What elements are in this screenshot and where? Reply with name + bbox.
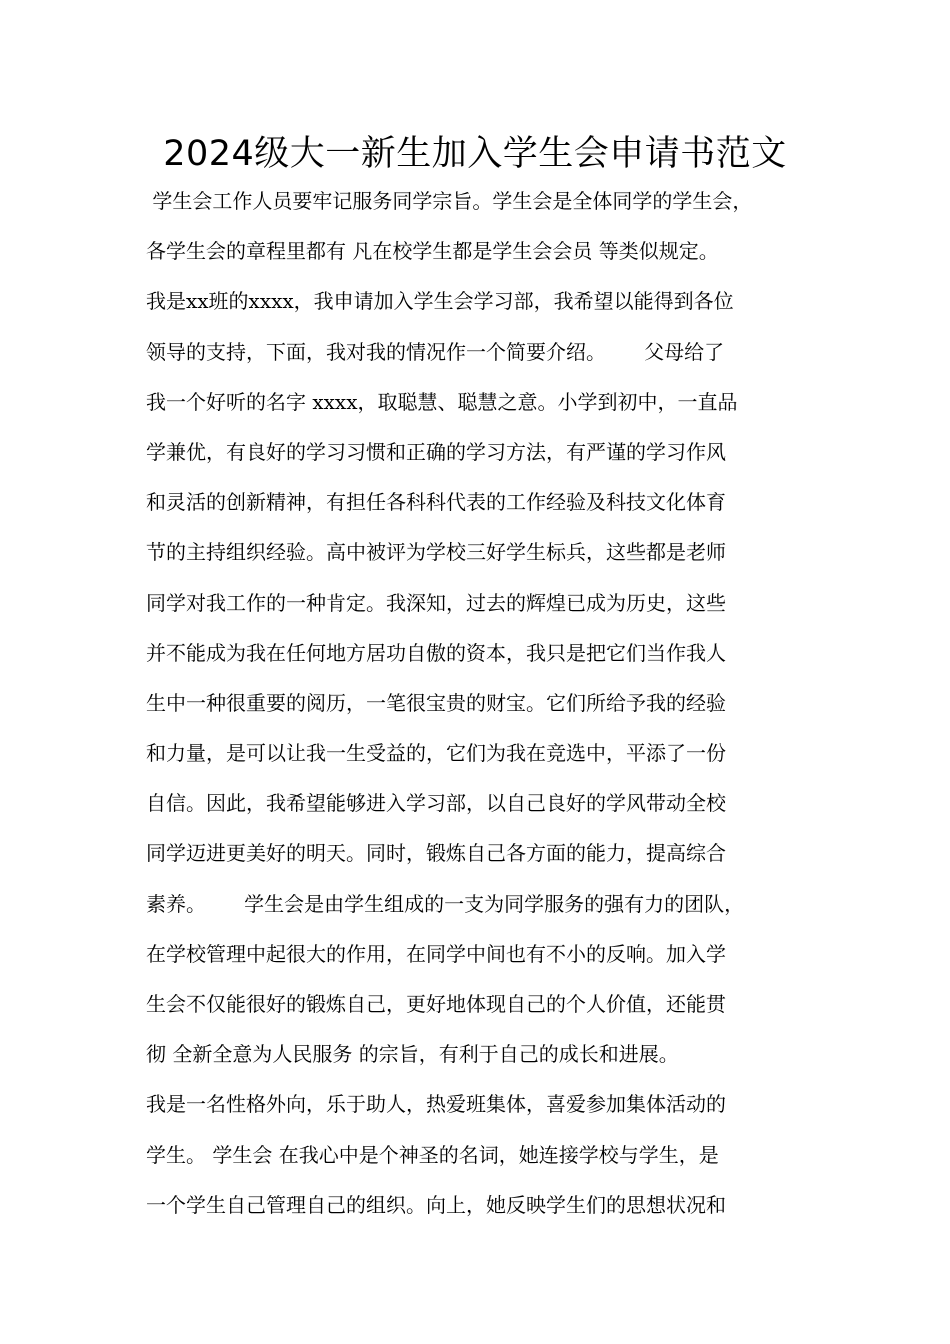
body-line-7: 和灵活的创新精神，有担任各科科代表的工作经验及科技文化体育 [146, 490, 726, 515]
body-line-17: 生会不仅能很好的锻炼自己，更好地体现自己的个人价值，还能贯 [146, 992, 726, 1016]
document-body [146, 180, 826, 1234]
body-line-5: 我一个好听的名字 xxxx，取聪慧、聪慧之意。小学到初中，一直品 [146, 389, 738, 414]
body-line-20: 学生。 学生会 在我心中是个神圣的名词，她连接学校与学生，是 [146, 1142, 719, 1167]
body-line-12: 和力量，是可以让我一生受益的，它们为我在竞选中，平添了一份 [146, 741, 726, 766]
body-line-10: 并不能成为我在任何地方居功自傲的资本，我只是把它们当作我人 [146, 640, 726, 665]
body-line-9: 同学对我工作的一种肯定。我深知，过去的辉煌已成为历史，这些 [146, 590, 726, 615]
body-line-14: 同学迈进更美好的明天。同时，锻炼自己各方面的能力，提高综合 [146, 841, 726, 866]
body-line-16: 在学校管理中起很大的作用，在同学中间也有不小的反响。加入学 [146, 941, 726, 966]
body-line-2: 各学生会的章程里都有 凡在校学生都是学生会会员 等类似规定。 [146, 239, 719, 264]
body-line-6: 学兼优，有良好的学习习惯和正确的学习方法，有严谨的学习作风 [146, 439, 726, 464]
body-line-8: 节的主持组织经验。高中被评为学校三好学生标兵，这些都是老师 [146, 540, 726, 565]
body-line-19: 我是一名性格外向，乐于助人，热爱班集体，喜爱参加集体活动的 [146, 1092, 726, 1117]
body-line-15: 素养。 学生会是由学生组成的一支为同学服务的强有力的团队， [146, 891, 745, 916]
body-line-3: 我是xx班的xxxx，我申请加入学生会学习部，我希望以能得到各位 [146, 289, 734, 314]
body-line-4: 领导的支持，下面，我对我的情况作一个简要介绍。 父母给了 [146, 339, 725, 364]
body-line-11: 生中一种很重要的阅历，一笔很宝贵的财宝。它们所给予我的经验 [146, 690, 726, 715]
body-line-21: 一个学生自己管理自己的组织。向上，她反映学生们的思想状况和 [146, 1192, 726, 1217]
document-title: 2024级大一新生加入学生会申请书范文 [163, 134, 787, 174]
body-line-13: 自信。因此，我希望能够进入学习部，以自己良好的学风带动全校 [146, 791, 726, 816]
body-line-18: 彻 全新全意为人民服务 的宗旨，有利于自己的成长和进展。 [146, 1042, 679, 1067]
body-line-1: 学生会工作人员要牢记服务同学宗旨。学生会是全体同学的学生会， [146, 189, 753, 213]
